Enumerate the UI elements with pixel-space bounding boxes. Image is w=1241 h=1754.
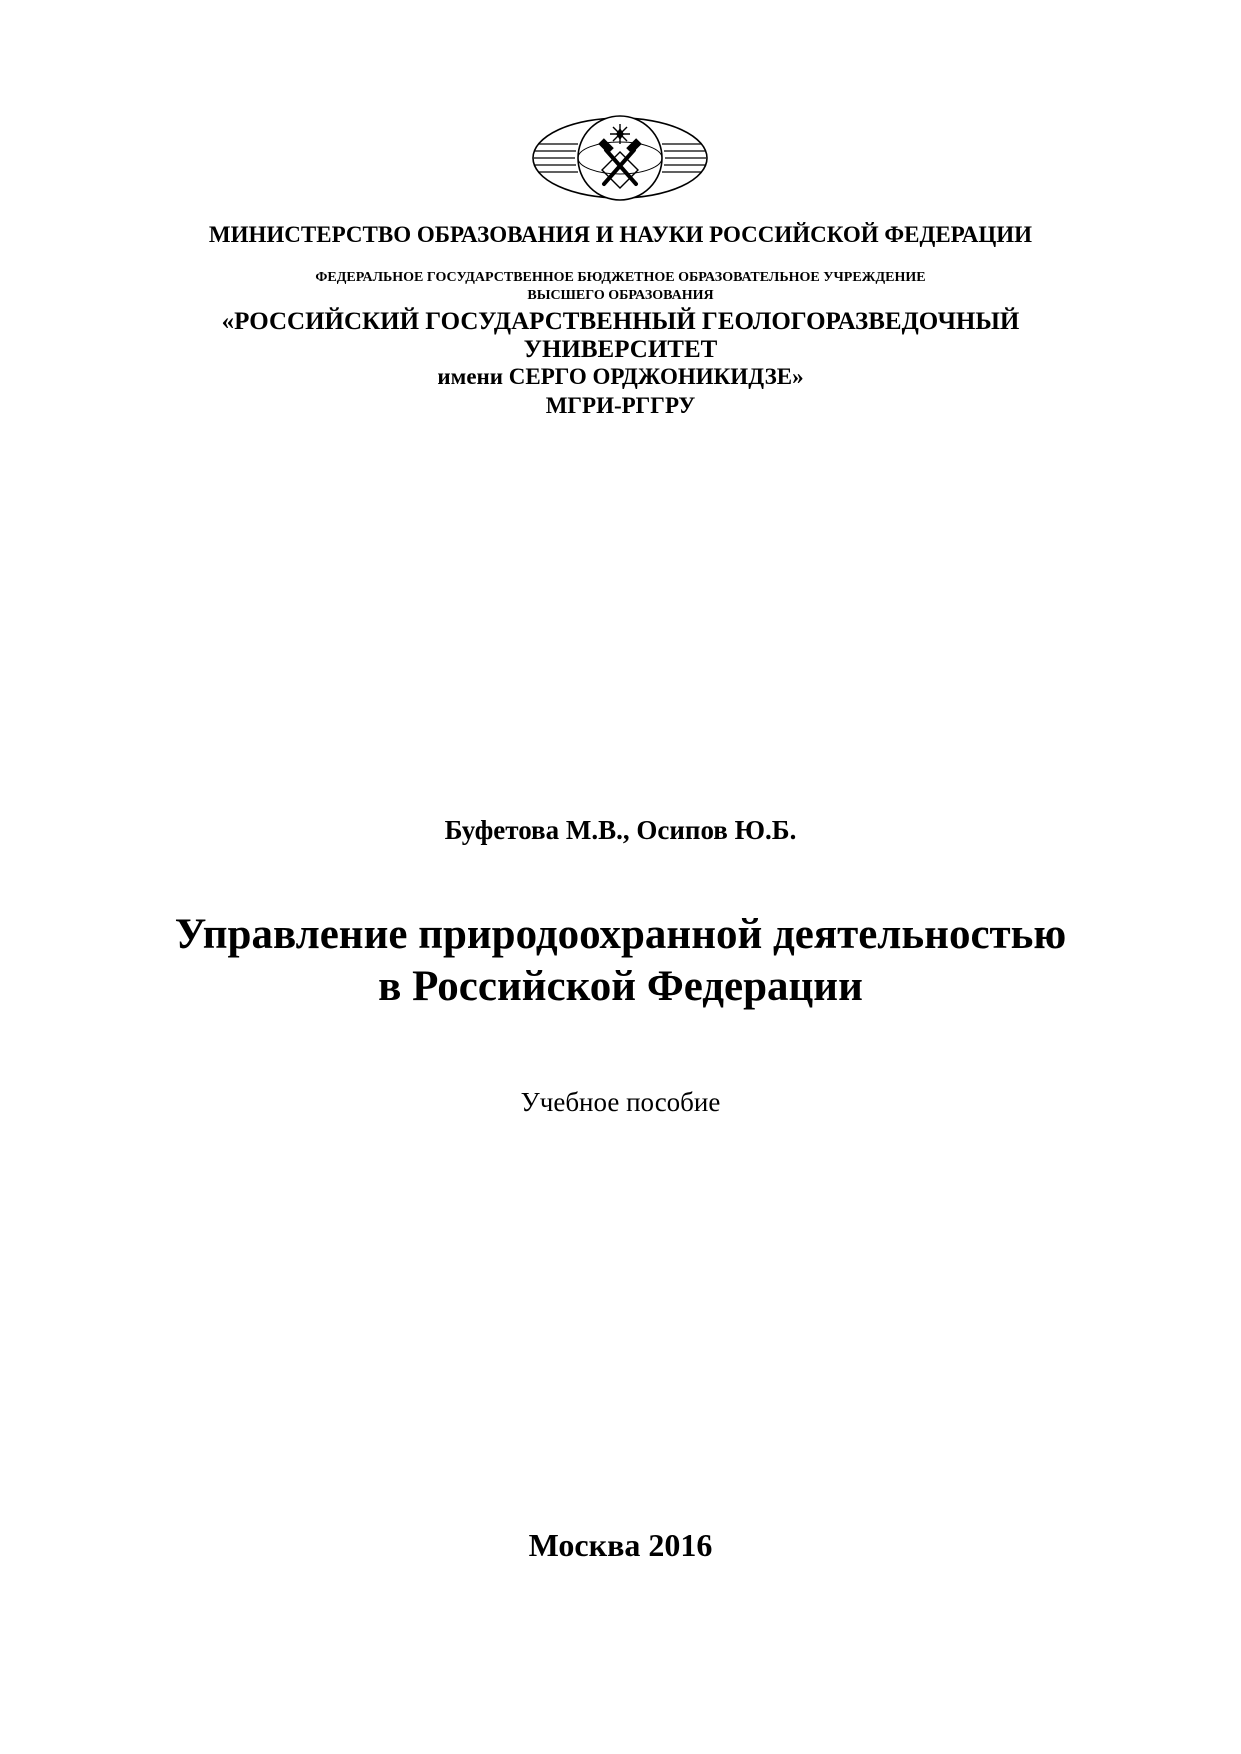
university-emblem-icon — [530, 114, 710, 202]
ministry-name: МИНИСТЕРСТВО ОБРАЗОВАНИЯ И НАУКИ РОССИЙСКОЙ ФЕДЕРАЦИИ — [208, 222, 1033, 247]
institution-type-line-1: ФЕДЕРАЛЬНОЕ ГОСУДАРСТВЕННОЕ БЮДЖЕТНОЕ ОБРАЗОВАТЕЛЬНОЕ УЧРЕЖДЕНИЕ — [315, 270, 926, 285]
book-subtitle: Учебное пособие — [520, 1087, 721, 1117]
book-title-line-2: в Российской Федерации — [378, 963, 863, 1010]
city-year: Москва 2016 — [528, 1527, 713, 1563]
authors: Буфетова М.В., Осипов Ю.Б. — [444, 815, 797, 845]
university-name-line-2: УНИВЕРСИТЕТ — [523, 336, 718, 363]
university-name-line-1: «РОССИЙСКИЙ ГОСУДАРСТВЕННЫЙ ГЕОЛОГОРАЗВЕДОЧНЫЙ — [221, 308, 1020, 335]
institution-type-line-2: ВЫСШЕГО ОБРАЗОВАНИЯ — [527, 288, 714, 303]
university-name-line-3: имени СЕРГО ОРДЖОНИКИДЗЕ» — [437, 364, 804, 389]
university-abbreviation: МГРИ-РГГРУ — [545, 393, 696, 418]
book-title-line-1: Управление природоохранной деятельностью — [174, 911, 1067, 958]
